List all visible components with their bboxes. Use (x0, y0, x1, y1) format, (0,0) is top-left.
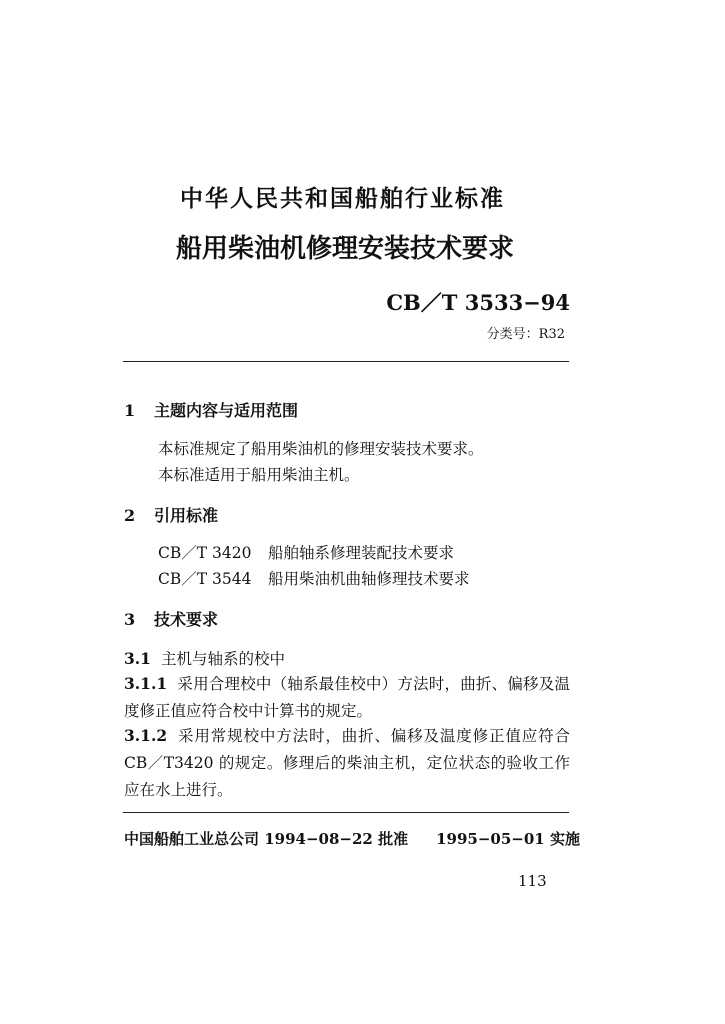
reference-code: CB／T 3544 (158, 570, 252, 588)
section-number: 3 (124, 610, 136, 629)
footer-divider (123, 812, 569, 813)
classification-number: 分类号：R32 (486, 327, 565, 342)
approval-issuer: 中国船舶工业总公司 1994−08−22 批准 (124, 830, 409, 848)
clause-text: 采用合理校中（轴系最佳校中）方法时，曲折、偏移及温度修正值应符合校中计算书的规定。 (124, 675, 570, 720)
clause-3-1-1 (124, 670, 570, 725)
reference-name: 船舶轴系修理装配技术要求 (268, 544, 455, 562)
clause-number: 3.1.1 (124, 674, 168, 693)
section-2-heading (124, 503, 218, 526)
section-title: 引用标准 (154, 506, 219, 525)
clause-3-1-2 (124, 722, 570, 804)
section-3-heading (124, 607, 218, 630)
clause-number: 3.1.2 (124, 726, 168, 745)
section-number: 1 (124, 401, 136, 420)
standard-number: CB／T 3533−94 (386, 290, 570, 315)
clause-number: 3.1 (124, 649, 151, 668)
clause-text: 主机与轴系的校中 (160, 650, 285, 668)
reference-item (158, 567, 470, 589)
approval-line (124, 828, 580, 849)
header-divider (123, 361, 569, 362)
page-number: 113 (518, 872, 547, 890)
standard-category-title: 中华人民共和国船舶行业标准 (180, 186, 505, 212)
section-title: 主题内容与适用范围 (154, 401, 299, 420)
clause-3-1 (124, 645, 570, 673)
section-1-line-1: 本标准规定了船用柴油机的修理安装技术要求。 (158, 440, 484, 458)
section-1-line-2: 本标准适用于船用柴油主机。 (158, 466, 360, 484)
section-number: 2 (124, 506, 136, 525)
reference-name: 船用柴油机曲轴修理技术要求 (268, 570, 470, 588)
clause-text: 采用常规校中方法时，曲折、偏移及温度修正值应符合 CB／T3420 的规定。修理后的柴油主机，定位状态的验收工作应在水上进行。 (124, 727, 570, 799)
section-1-heading (124, 398, 298, 421)
document-title: 船用柴油机修理安装技术要求 (176, 234, 515, 264)
section-title: 技术要求 (154, 610, 219, 629)
effective-date: 1995−05−01 实施 (436, 830, 580, 848)
reference-code: CB／T 3420 (158, 544, 252, 562)
reference-item (158, 541, 454, 563)
